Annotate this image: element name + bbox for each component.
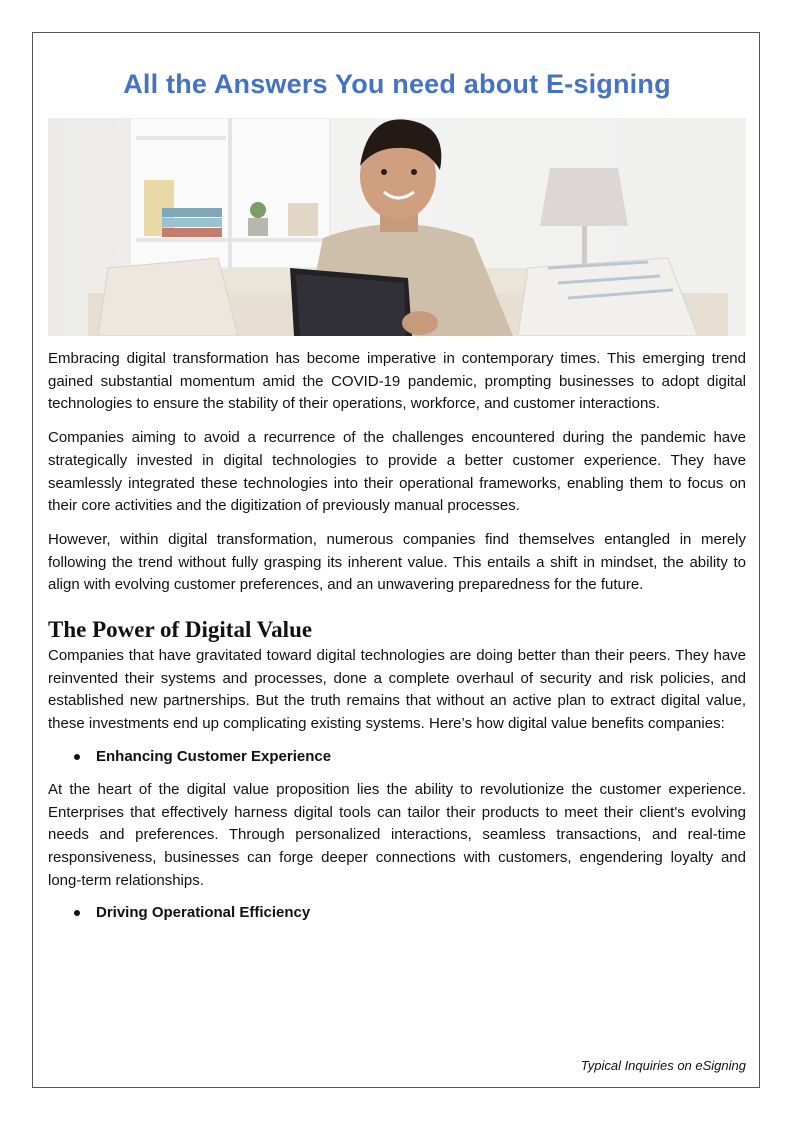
- intro-paragraph-1: Embracing digital transformation has become imperative in contemporary times. This emerging trend gained substantial momentum amid the COVID-19 pandemic, prompting businesses to adopt digital technologies to ensure the stability of their operations, workforce, and customer interactions.: [48, 350, 746, 413]
- section-intro-paragraph: Companies that have gravitated toward digital technologies are doing better than their peers. They have reinvented their systems and processes, done a complete overhaul of security and risk policies, and established new partnerships. But the truth remains that without an active plan to extract digital value, these investments end up complicating existing systems. Here’s how digital value benefits companies:: [48, 647, 746, 733]
- bullet-list-2: [48, 902, 746, 924]
- section-heading: The Power of Digital Value: [48, 617, 313, 643]
- bookshelf: [130, 118, 330, 268]
- bullet-label: Enhancing Customer Experience: [96, 747, 332, 765]
- bullet-item-operational-efficiency: [48, 902, 746, 924]
- bullet-label: Driving Operational Efficiency: [96, 904, 311, 922]
- page-footer: Typical Inquiries on eSigning: [580, 1058, 746, 1073]
- document-title: All the Answers You need about E-signing: [123, 69, 671, 99]
- bullet-icon: [74, 910, 80, 916]
- intro-paragraph-3: However, within digital transformation, numerous companies find themselves entangled in merely following the trend without fully grasping its inherent value. This entails a shift in mindset, the ability to align with evolving customer preferences, and an unwavering preparedness for the future.: [48, 530, 746, 594]
- bullet-list-1: [48, 746, 746, 768]
- intro-paragraph-2: Companies aiming to avoid a recurrence of the challenges encountered during the pandemic have strategically invested in digital technologies to provide a better customer experience. They have seamlessly integrated these technologies into their operational frameworks, enabling them to focus on their core activities and the digitization of previously manual processes.: [48, 429, 746, 515]
- bullet-icon: [74, 754, 80, 760]
- page-content: [48, 66, 746, 924]
- customer-experience-paragraph: At the heart of the digital value proposition lies the ability to revolutionize the customer experience. Enterprises that effectively harness digital tools can tailor their products to meet their client's evolving needs and preferences. Through personalized interactions, seamless transactions, and real-time responsiveness, businesses can forge deeper connections with customers, engendering loyalty and long-term relationships.: [48, 780, 746, 889]
- bullet-item-customer-experience: [48, 746, 746, 768]
- hero-image: [48, 118, 746, 336]
